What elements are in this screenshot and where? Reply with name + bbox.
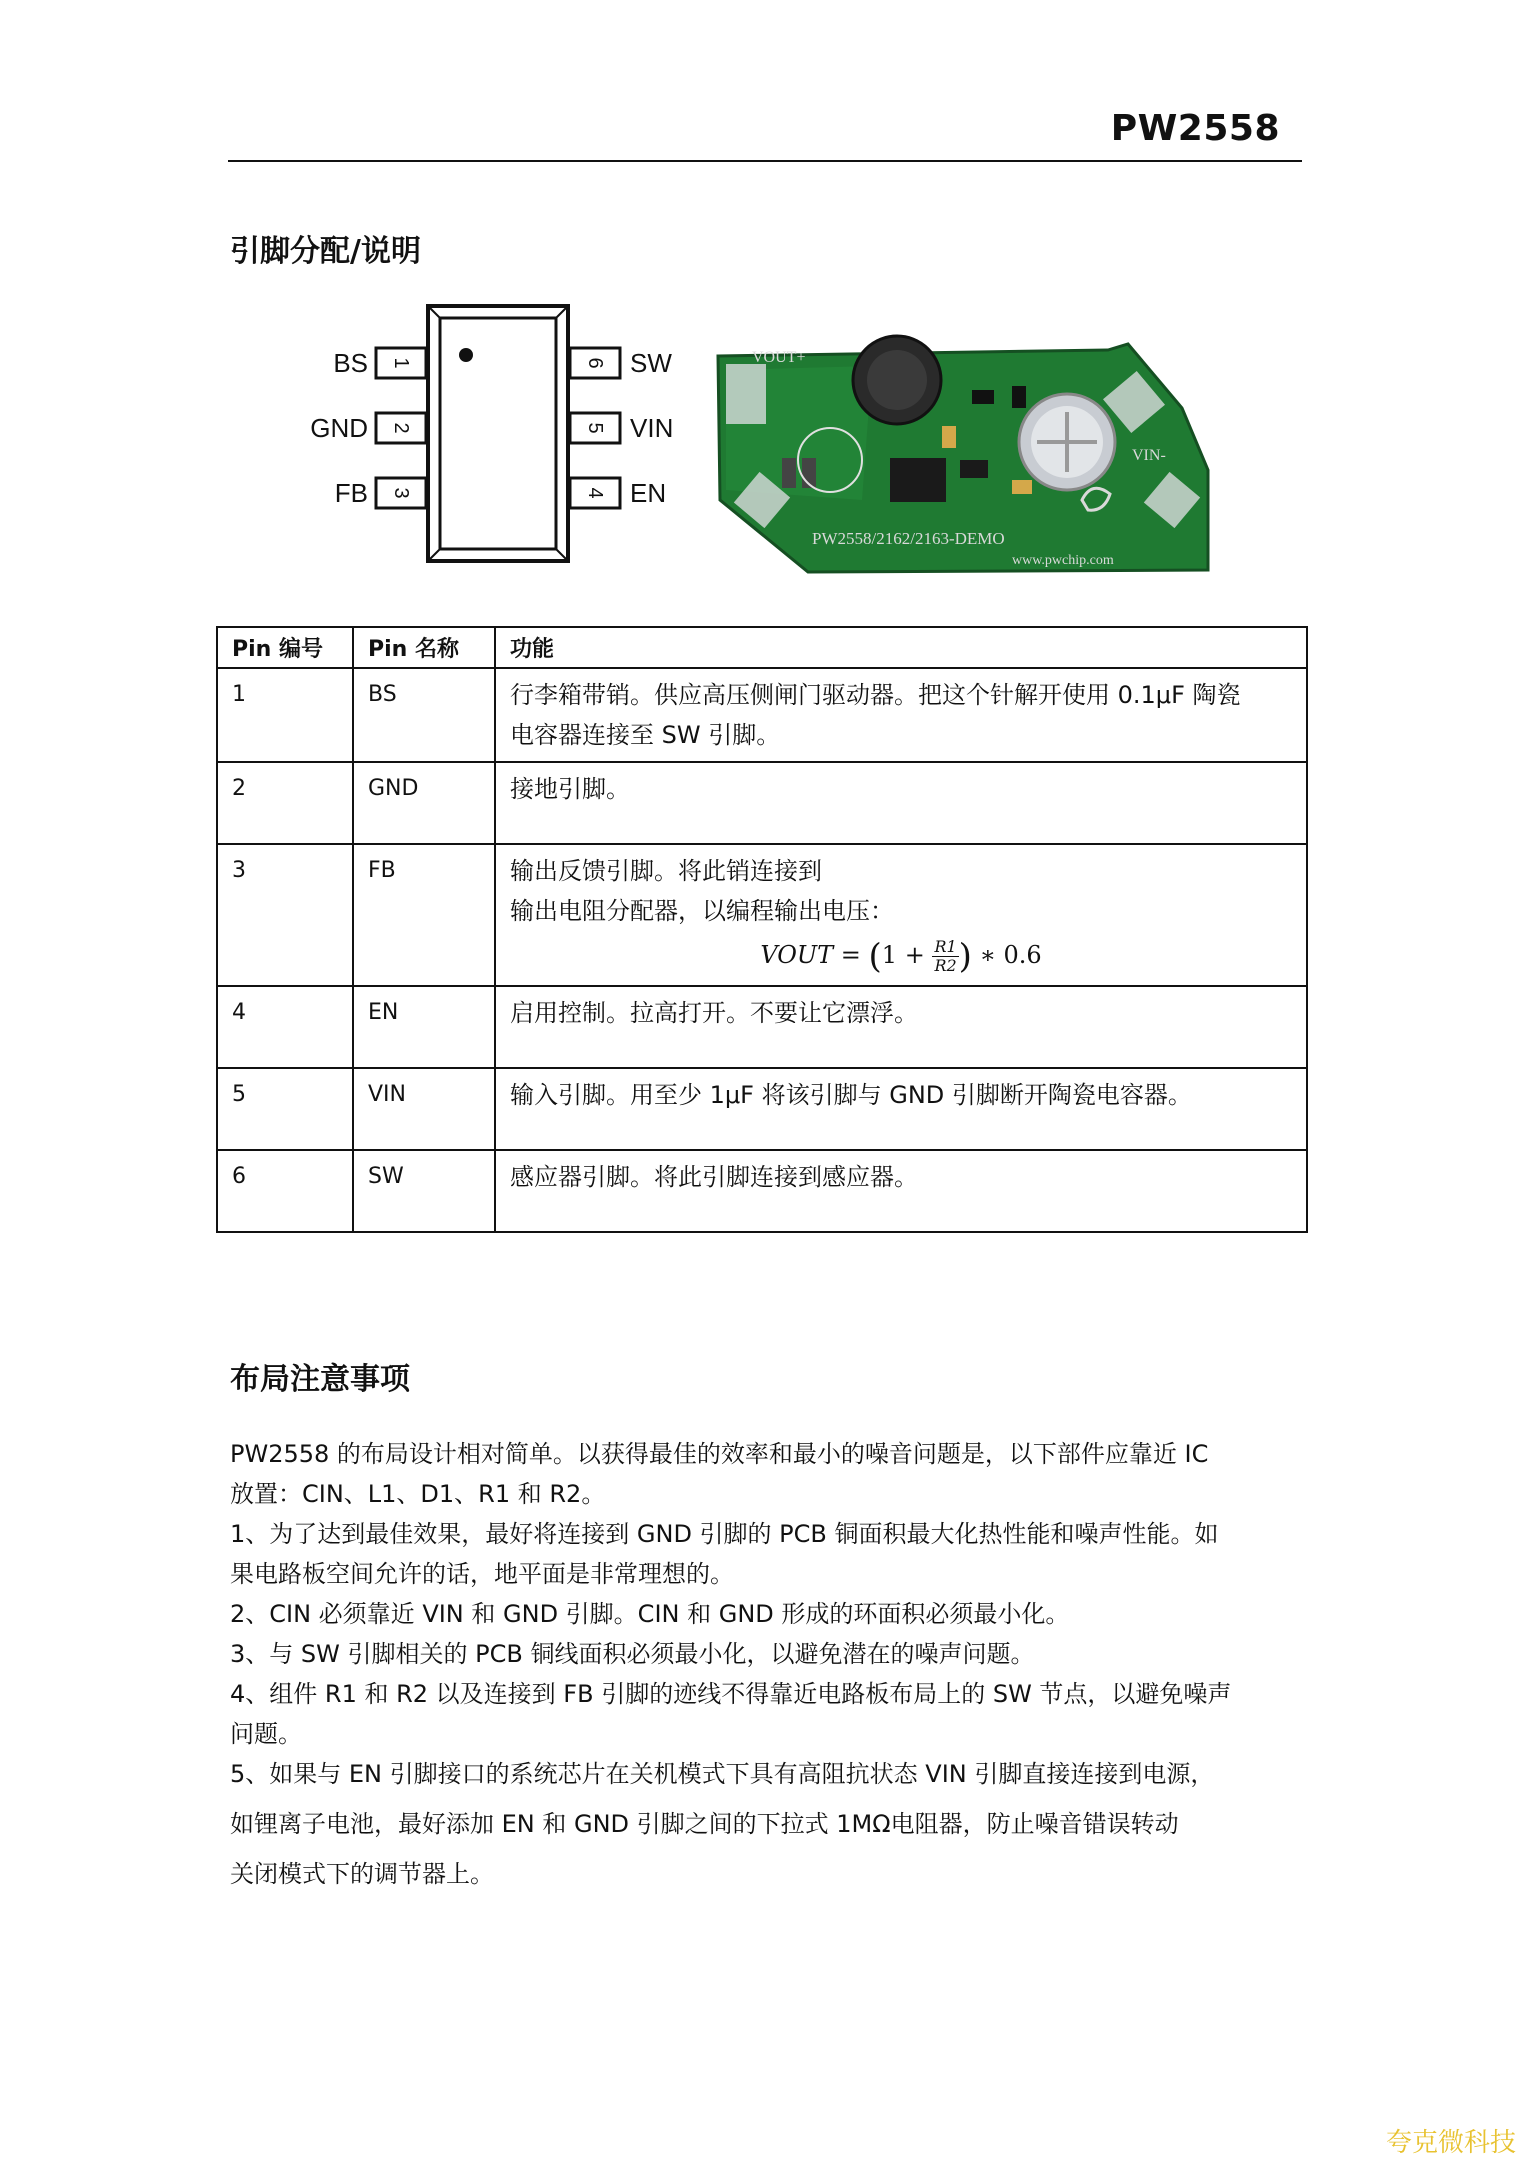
resistor-ratio-fraction: $\frac{R1}{R2}$ [934,937,957,975]
pin-number-cell: 6 [217,1150,353,1232]
ic-chip [890,458,946,502]
table-row [217,844,1307,986]
board-label-vout: VOUT+ [752,349,806,366]
function-cell [495,844,1307,986]
function-line: 行李箱带销。供应高压侧闸门驱动器。把这个针解开使用 0.1μF 陶瓷 [510,681,1241,709]
pin-label-gnd: GND [310,413,368,443]
pin1-marker-dot [459,348,473,362]
layout-notes [230,1434,1300,1894]
layout-item-line: 问题。 [230,1720,302,1748]
table-row [217,1150,1307,1232]
pin-number-cell: 1 [217,668,353,762]
board-label-vin: VIN- [1132,447,1166,464]
layout-item-line: 4、组件 R1 和 R2 以及连接到 FB 引脚的迹线不得靠近电路板布局上的 SW 节点，以避免噪声 [230,1680,1232,1708]
function-line: 感应器引脚。将此引脚连接到感应器。 [510,1162,918,1191]
function-line: 输出电阻分配器，以编程输出电压： [510,897,894,925]
function-line: 输入引脚。用至少 1μF 将该引脚与 GND 引脚断开陶瓷电容器。 [510,1080,1192,1109]
pin-number-2: 2 [390,422,412,434]
function-cell [495,986,1307,1068]
package-body-inner [440,318,556,549]
table-row [217,762,1307,844]
pin-label-bs: BS [333,348,368,378]
function-line: 输出反馈引脚。将此销连接到 [510,857,822,885]
table-row [217,1068,1307,1150]
function-line: 电容器连接至 SW 引脚。 [510,721,781,749]
pin-number-cell: 4 [217,986,353,1068]
layout-item-line: 3、与 SW 引脚相关的 PCB 铜线面积必须最小化，以避免潜在的噪声问题。 [230,1640,1035,1668]
function-cell [495,1150,1307,1232]
layout-item-line: 果电路板空间允许的话，地平面是非常理想的。 [230,1560,734,1588]
pin-number-cell: 5 [217,1068,353,1150]
pin-section-heading: 引脚分配/说明 [230,234,421,269]
pin-label-vin: VIN [630,413,674,443]
pin-number-5: 5 [584,422,606,434]
pin-name-cell: EN [353,986,495,1068]
header-pin-number: Pin 编号 [217,627,353,668]
pin-name-cell: VIN [353,1068,495,1150]
table-header-row [217,627,1307,668]
demo-board-photo [712,330,1212,580]
watermark: 夸克微科技 [1385,2128,1516,2158]
pin-name-cell: BS [353,668,495,762]
package-pinout-diagram [300,300,674,570]
pin-label-en: EN [630,478,667,508]
function-line: 启用控制。拉高打开。不要让它漂浮。 [510,998,918,1027]
layout-item-line: 1、为了达到最佳效果，最好将连接到 GND 引脚的 PCB 铜面积最大化热性能和噪声性能。如 [230,1520,1219,1548]
pin-description-table [216,626,1308,1233]
layout-item-line: 关闭模式下的调节器上。 [230,1860,494,1888]
board-silkscreen-model: PW2558/2162/2163-DEMO [812,529,1005,548]
function-cell [495,762,1307,844]
board-silkscreen-url: www.pwchip.com [1012,553,1114,568]
layout-item-line: 如锂离子电池，最好添加 EN 和 GND 引脚之间的下拉式 1MΩ电阻器，防止噪音错误转动 [230,1810,1179,1838]
pin-name-cell: FB [353,844,495,986]
pin-number-cell: 3 [217,844,353,986]
vout-formula: VOUT = (1 + $\frac{R1}{R2}$ ) ∗ 0.6 [760,936,1042,977]
function-cell [495,1068,1307,1150]
header-rule [228,160,1302,162]
pin-number-3: 3 [390,487,412,499]
layout-section-heading: 布局注意事项 [230,1362,410,1397]
function-line: 接地引脚。 [510,775,630,803]
pin-label-fb: FB [334,478,368,508]
layout-intro-line: 放置：CIN、L1、D1、R1 和 R2。 [230,1480,606,1508]
table-row [217,668,1307,762]
document-title: PW2558 [1110,108,1280,149]
pin-number-6: 6 [584,357,606,369]
pin-number-4: 4 [584,487,606,499]
table-row [217,986,1307,1068]
layout-item-line: 2、CIN 必须靠近 VIN 和 GND 引脚。CIN 和 GND 形成的环面积必须最小化。 [230,1600,1070,1628]
pin-number-cell: 2 [217,762,353,844]
pin-name-cell: GND [353,762,495,844]
header-pin-name: Pin 名称 [353,627,495,668]
layout-intro-line: PW2558 的布局设计相对简单。以获得最佳的效率和最小的噪音问题是，以下部件应靠近 IC [230,1440,1209,1468]
layout-item-line: 5、如果与 EN 引脚接口的系统芯片在关机模式下具有高阻抗状态 VIN 引脚直接连接到电源， [230,1760,1215,1788]
function-cell [495,668,1307,762]
pin-number-1: 1 [390,357,412,369]
header-function: 功能 [495,627,1307,668]
pin-name-cell: SW [353,1150,495,1232]
pin-label-sw: SW [630,348,672,378]
